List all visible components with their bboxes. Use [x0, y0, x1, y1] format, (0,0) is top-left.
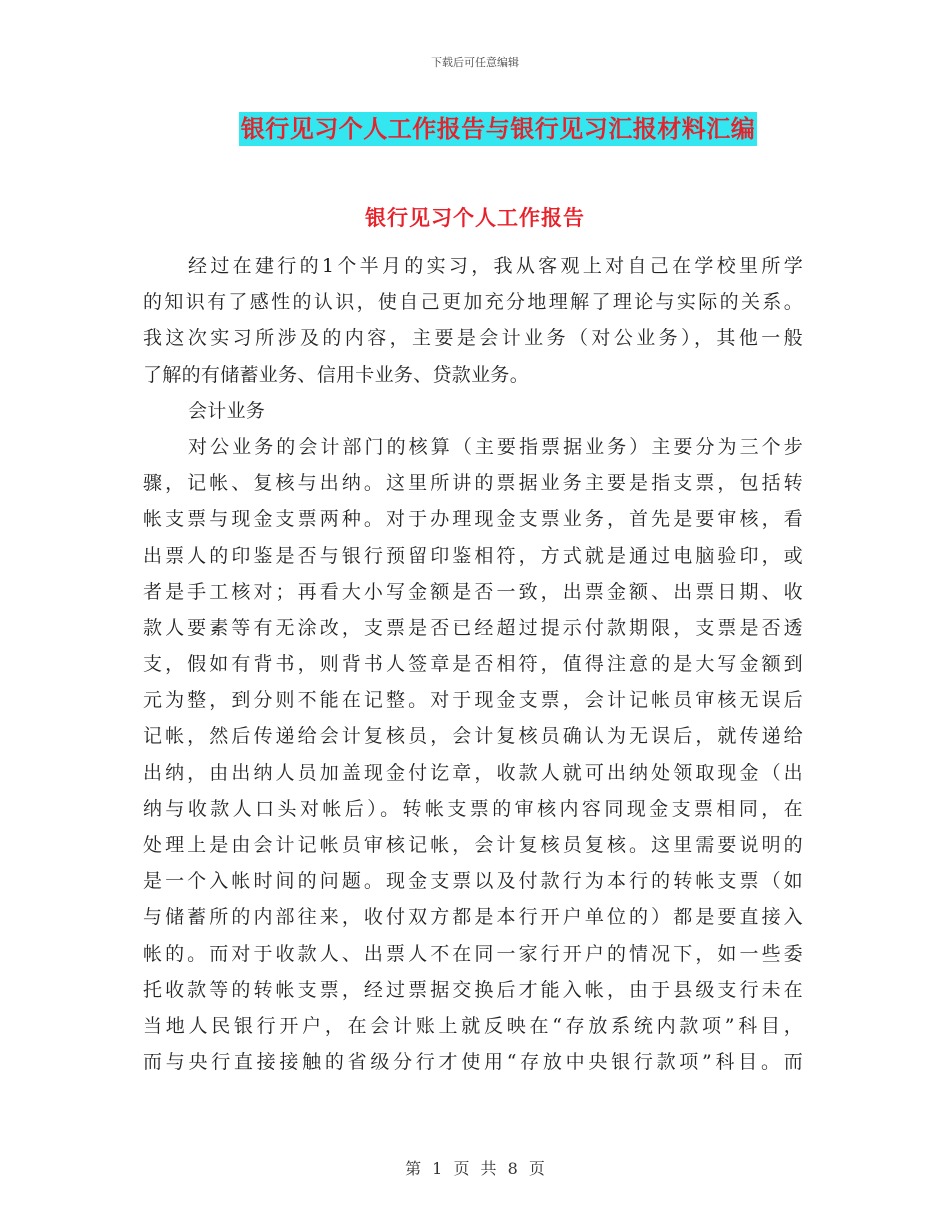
text-line: 托收款等的转帐支票，经过票据交换后才能入帐，由于县级支行未在 — [143, 978, 803, 1001]
main-title-wrap — [0, 112, 950, 146]
text-line: 支，假如有背书，则背书人签章是否相符，值得注意的是大写金额到 — [143, 653, 803, 676]
text-line: 了解的有储蓄业务、信用卡业务、贷款业务。 — [143, 363, 530, 386]
text-line: 的知识有了感性的认识，使自己更加充分地理解了理论与实际的关系。 — [143, 291, 803, 314]
text-line: 处理上是由会计记帐员审核记帐，会计复核员复核。这里需要说明的 — [143, 834, 803, 856]
text-line: 经过在建行的1个半月的实习，我从客观上对自己在学校里所学 — [188, 255, 803, 277]
text-line: 帐支票与现金支票两种。对于办理现金支票业务，首先是要审核，看 — [143, 508, 803, 531]
text-line: 是一个入帐时间的问题。现金支票以及付款行为本行的转帐支票（如 — [143, 870, 803, 893]
text-line: 出票人的印鉴是否与银行预留印鉴相符，方式就是通过电脑验印，或 — [143, 544, 803, 567]
header-note: 下载后可任意编辑 — [431, 56, 519, 69]
text-line: 款人要素等有无涂改，支票是否已经超过提示付款期限，支票是否透 — [143, 616, 803, 639]
document-body — [143, 248, 803, 1080]
text-line: 我这次实习所涉及的内容，主要是会计业务（对公业务），其他一般 — [143, 327, 803, 350]
text-line: 纳与收款人口头对帐后）。转帐支票的审核内容同现金支票相同，在 — [143, 797, 803, 820]
text-line: 元为整，到分则不能在记整。对于现金支票，会计记帐员审核无误后 — [143, 689, 803, 712]
text-line: 记帐，然后传递给会计复核员，会计复核员确认为无误后，就传递给 — [143, 725, 803, 748]
page-number: 第 1 页 共 8 页 — [405, 1159, 545, 1178]
text-line: 而与央行直接接触的省级分行才使用“存放中央银行款项”科目。而 — [143, 1051, 803, 1074]
section-heading: 会计业务 — [188, 399, 266, 422]
text-line: 骤，记帐、复核与出纳。这里所讲的票据业务主要是指支票，包括转 — [143, 472, 803, 495]
document-title: 银行见习个人工作报告与银行见习汇报材料汇编 — [239, 112, 758, 146]
text-line: 出纳，由出纳人员加盖现金付讫章，收款人就可出纳处领取现金（出 — [143, 761, 803, 784]
text-line: 对公业务的会计部门的核算（主要指票据业务）主要分为三个步 — [188, 435, 803, 458]
text-line: 者是手工核对；再看大小写金额是否一致，出票金额、出票日期、收 — [143, 580, 803, 603]
text-line: 帐的。而对于收款人、出票人不在同一家行开户的情况下，如一些委 — [143, 942, 803, 965]
text-line: 当地人民银行开户，在会计账上就反映在“存放系统内款项”科目， — [143, 1014, 803, 1037]
text-line: 与储蓄所的内部往来，收付双方都是本行开户单位的）都是要直接入 — [143, 906, 803, 929]
section-title: 银行见习个人工作报告 — [365, 205, 585, 230]
